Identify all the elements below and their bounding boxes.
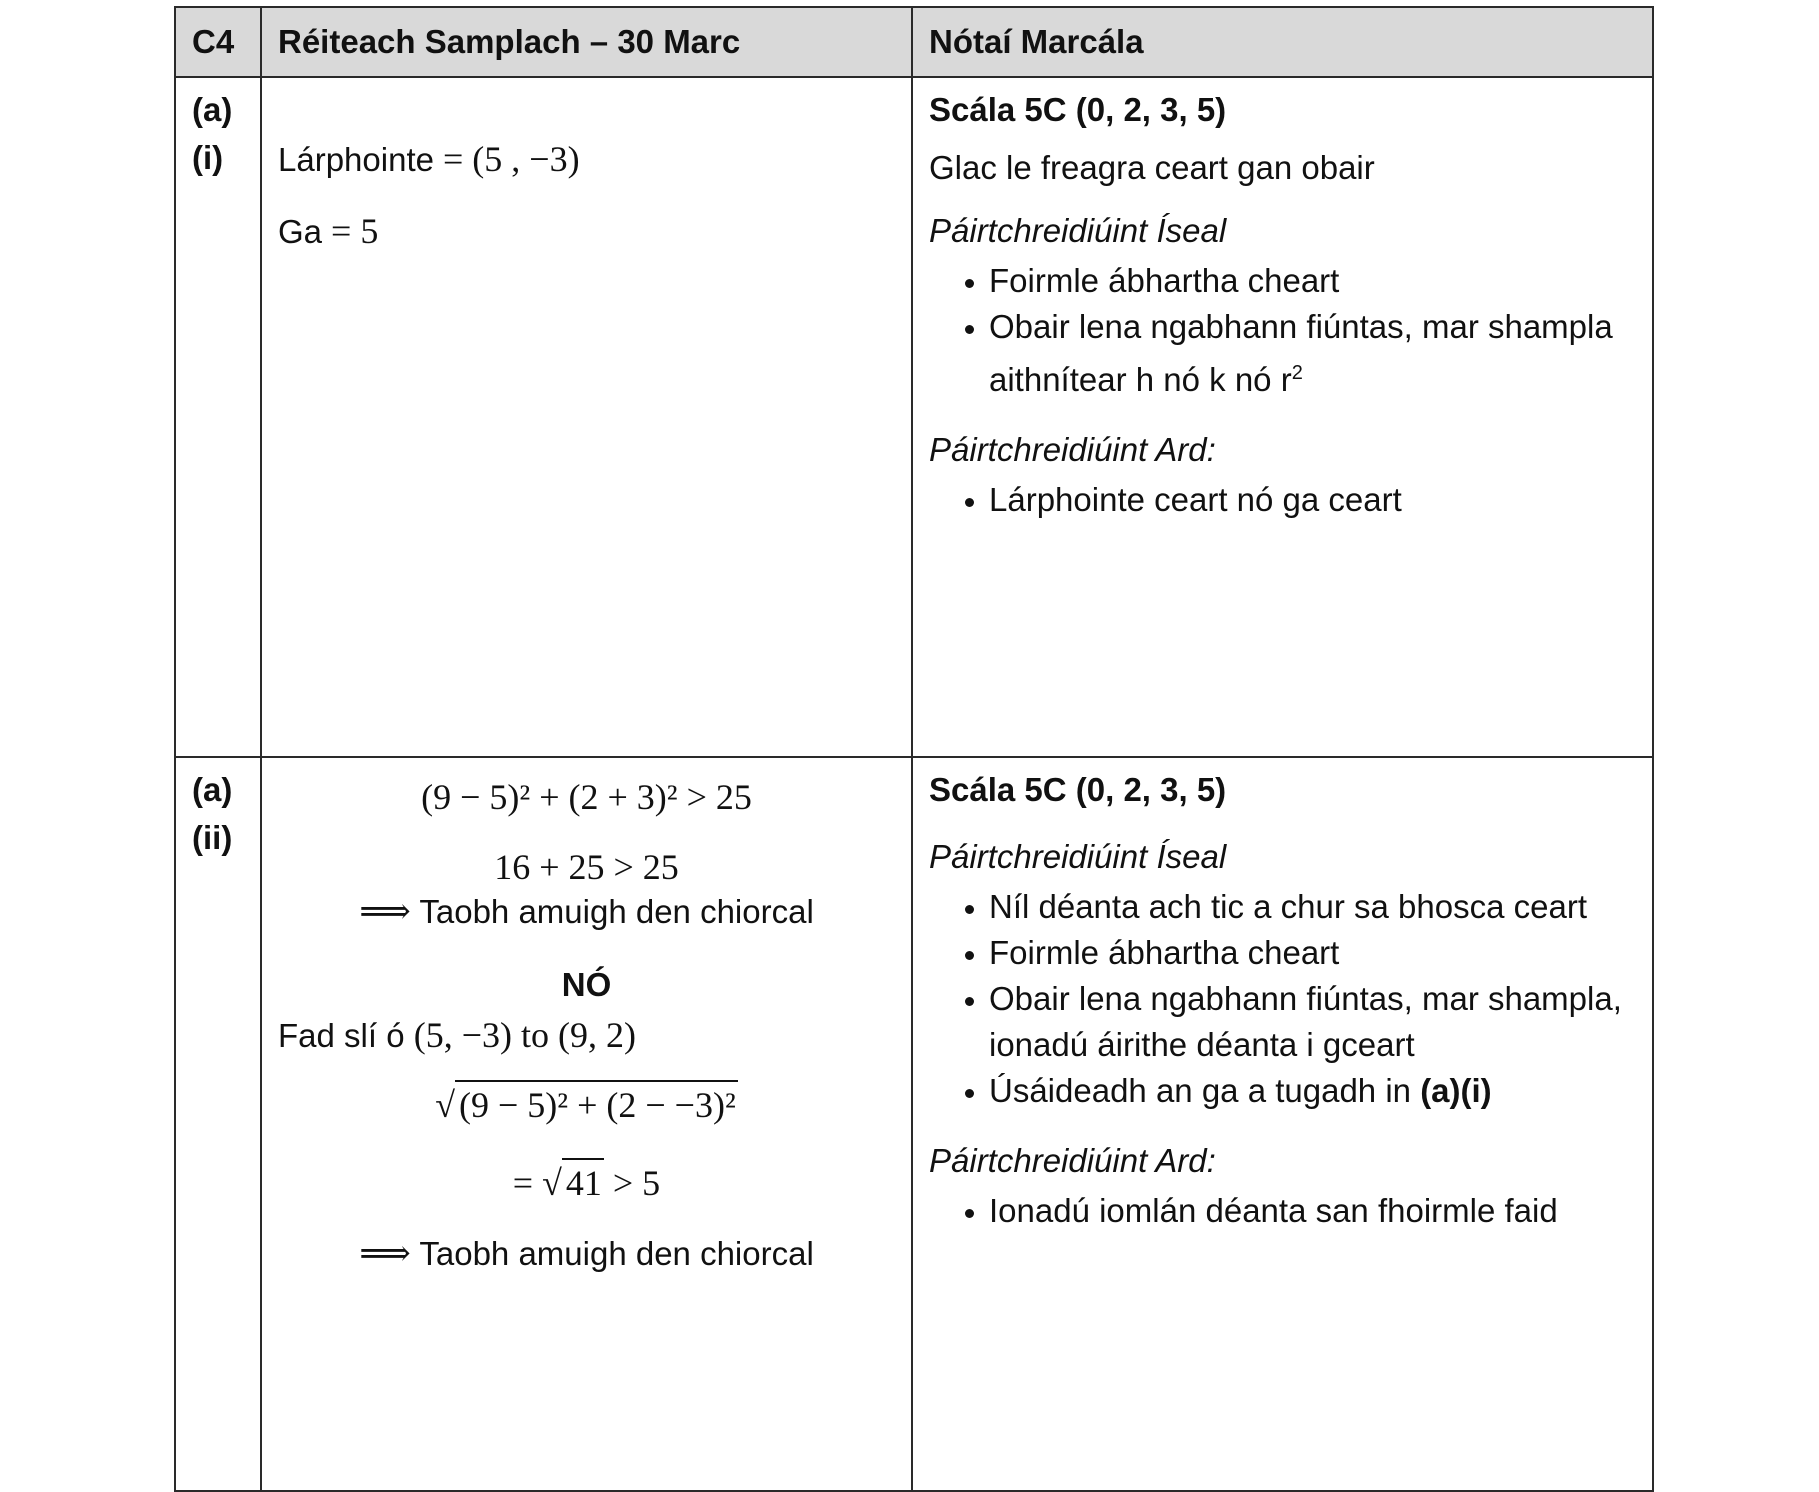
radius-equation: = 5 [322, 211, 379, 251]
comparison: > 5 [603, 1163, 661, 1203]
inequality-line: (9 − 5)² + (2 + 3)² > 25 [421, 777, 752, 817]
list-item: • Níl déanta ach tic a chur sa bhosca ceart [989, 884, 1636, 930]
distance-line [278, 1014, 636, 1056]
part-label: (a) [192, 771, 233, 808]
marking-notes-cell [912, 77, 1653, 757]
list-item: • Obair lena ngabhann fiúntas, mar shampla, ionadú áirithe déanta i gceart [989, 976, 1636, 1068]
question-number-header: C4 [175, 7, 261, 77]
subpart-label: (ii) [192, 819, 233, 856]
solution-header: Réiteach Samplach – 30 Marc [261, 7, 912, 77]
list-item [989, 304, 1636, 403]
part-label: (a) [192, 91, 233, 128]
conclusion-line [262, 890, 911, 932]
subpart-label: (i) [192, 139, 224, 176]
implies-symbol: ⟹ [359, 1233, 411, 1273]
list-item: • Ionadú iomlán déanta san fhoirmle faid [989, 1188, 1636, 1234]
conclusion-line [262, 1232, 911, 1274]
list-item [989, 1068, 1636, 1114]
high-credit-list [929, 1188, 1636, 1234]
low-credit-title: Páirtchreidiúint Íseal [929, 212, 1227, 249]
solution-cell [261, 77, 912, 757]
list-item: • Foirmle ábhartha cheart [989, 930, 1636, 976]
marking-notes-cell [912, 757, 1653, 1491]
solution-cell [261, 757, 912, 1491]
equals-sign: = [512, 1163, 543, 1203]
list-item-text: Úsáideadh an ga a tugadh in [989, 1072, 1421, 1109]
list-item-text: Obair lena ngabhann fiúntas, mar shampla aithnítear h nó k nó r [989, 308, 1613, 398]
square-root: √ 41 [542, 1158, 604, 1204]
distance-formula [262, 1080, 911, 1126]
high-credit-title: Páirtchreidiúint Ard: [929, 431, 1216, 468]
list-item: • Lárphointe ceart nó ga ceart [989, 477, 1636, 523]
scale-heading: Scála 5C (0, 2, 3, 5) [929, 91, 1227, 128]
part-label-cell [175, 77, 261, 757]
part-label-cell [175, 757, 261, 1491]
notes-header: Nótaí Marcála [912, 7, 1653, 77]
superscript: 2 [1291, 362, 1303, 384]
distance-label: Fad slí ó [278, 1017, 414, 1054]
centre-line [278, 138, 580, 180]
marking-scheme-table [174, 6, 1654, 1492]
radius-label: Ga [278, 213, 323, 250]
low-credit-list [929, 884, 1636, 1114]
high-credit-list [929, 477, 1636, 523]
centre-equation: = (5 , −3) [433, 139, 580, 179]
header-row [175, 7, 1653, 77]
scale-heading: Scála 5C (0, 2, 3, 5) [929, 771, 1227, 808]
implies-symbol: ⟹ [359, 891, 411, 931]
conclusion-text: Taobh amuigh den chiorcal [410, 1235, 814, 1272]
distance-points: (5, −3) to (9, 2) [413, 1015, 636, 1055]
accept-note: Glac le freagra ceart gan obair [929, 149, 1375, 186]
part-reference: (a)(i) [1420, 1072, 1492, 1109]
table-row [175, 757, 1653, 1491]
high-credit-title: Páirtchreidiúint Ard: [929, 1142, 1216, 1179]
table-row [175, 77, 1653, 757]
distance-result [262, 1158, 911, 1204]
centre-label: Lárphointe [278, 141, 434, 178]
square-root: √ (9 − 5)² + (2 − −3)² [435, 1080, 738, 1126]
conclusion-text: Taobh amuigh den chiorcal [410, 893, 814, 930]
radicand: (9 − 5)² + (2 − −3)² [455, 1080, 738, 1126]
or-label: NÓ [561, 966, 612, 1003]
list-item: • Foirmle ábhartha cheart [989, 258, 1636, 304]
low-credit-title: Páirtchreidiúint Íseal [929, 838, 1227, 875]
sum-line: 16 + 25 > 25 [494, 847, 679, 887]
radicand: 41 [562, 1158, 604, 1204]
radius-line [278, 210, 378, 252]
low-credit-list [929, 258, 1636, 403]
